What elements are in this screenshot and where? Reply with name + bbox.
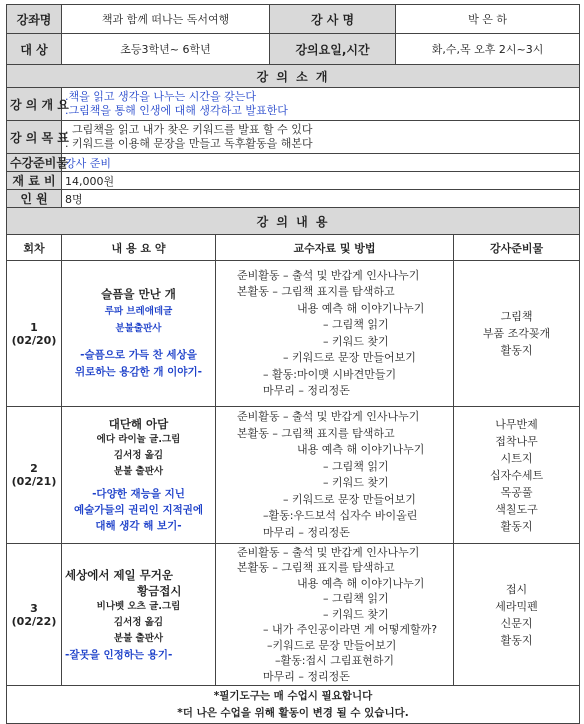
course-value: 책과 함께 떠나는 독서여행 xyxy=(62,5,270,34)
method-line: 본활동 – 그림책 표지를 탐색하고 xyxy=(237,561,395,575)
course-label: 강좌명 xyxy=(7,5,62,34)
content-section-title: 강 의 내 용 xyxy=(7,208,580,235)
material-item: 활동지 xyxy=(500,633,533,647)
overview-label: 강 의 개 요 xyxy=(7,88,62,121)
session-number-cell xyxy=(7,261,62,407)
header-materials: 강사준비물 xyxy=(454,235,580,261)
method-line: – 그림책 읽기 xyxy=(323,318,389,331)
book-translator: 김서정 옮김 xyxy=(113,450,164,461)
book-theme: -잘못을 인정하는 용기- xyxy=(65,648,173,661)
method-line: 준비활동 – 출석 및 반갑게 인사나누기 xyxy=(237,268,420,282)
footer-line: *더 나은 수업을 위해 활동이 변경 될 수 있습니다. xyxy=(177,706,409,719)
materials-cell xyxy=(454,407,580,544)
material-item: 색칠도구 xyxy=(495,502,538,516)
people-value: 8명 xyxy=(62,190,580,208)
method-line: 마무리 – 정리정돈 xyxy=(263,669,350,683)
method-line: 본활동 – 그림책 표지를 탐색하고 xyxy=(237,426,395,440)
methods-cell xyxy=(216,544,454,686)
method-line: 준비활동 – 출석 및 반갑게 인사나누기 xyxy=(237,545,420,559)
method-line: –활동:접시 그림표현하기 xyxy=(275,654,394,668)
session-date: (02/21) xyxy=(11,475,57,488)
syllabus-table xyxy=(6,4,580,724)
session-number-cell xyxy=(7,544,62,686)
teacher-label: 강 사 명 xyxy=(270,5,396,34)
material-item: 나무반제 xyxy=(495,417,538,431)
overview-text xyxy=(62,88,580,121)
book-title: 슬픔을 만난 개 xyxy=(101,287,176,301)
method-line: –키워드로 문장 만들어보기 xyxy=(267,638,397,652)
method-line: 내용 예측 해 이야기나누기 xyxy=(297,576,425,590)
book-theme: 위로하는 용감한 개 이야기- xyxy=(75,366,202,378)
material-item: 시트지 xyxy=(500,451,533,465)
session-row xyxy=(7,544,580,686)
session-date: (02/20) xyxy=(11,333,57,347)
material-item: 활동지 xyxy=(500,519,533,533)
goal-line: . 그림책을 읽고 내가 찾은 키워드를 발표 할 수 있다 xyxy=(65,123,313,136)
material-item: 신문지 xyxy=(500,616,533,630)
session-row xyxy=(7,261,580,407)
method-line: 본활동 – 그림책 표지를 탐색하고 xyxy=(237,285,395,298)
method-line: – 키워드로 문장 만들어보기 xyxy=(283,492,416,506)
time-value: 화,수,목 오후 2시~3시 xyxy=(396,34,580,65)
material-item: 십자수세트 xyxy=(489,468,544,482)
material-item: 그림책 xyxy=(500,310,533,323)
method-line: 마무리 – 정리정돈 xyxy=(263,525,350,539)
method-line: 준비활동 – 출석 및 반갑게 인사나누기 xyxy=(237,410,420,423)
method-line: – 활동:마이맷 시바견만들기 xyxy=(263,367,397,381)
method-line: – 내가 주인공이라면 게 어떻게할까? xyxy=(263,623,438,637)
summary-cell xyxy=(62,544,216,686)
book-theme: 예술가들의 권리인 지적권에 xyxy=(73,504,204,516)
book-title: 황금접시 xyxy=(137,583,182,598)
prep-value: 강사 준비 xyxy=(62,154,580,172)
time-label: 강의요일,시간 xyxy=(270,34,396,65)
book-author: 루파 브레애데글 xyxy=(104,306,173,317)
materials-cell xyxy=(454,544,580,686)
book-title: 대단해 아담 xyxy=(108,417,169,431)
session-number: 1 xyxy=(30,320,38,334)
book-author: 비나벳 오츠 글.그림 xyxy=(96,600,181,612)
material-item: 접착나무 xyxy=(495,434,538,448)
book-publisher: 분불출판사 xyxy=(115,323,162,334)
session-row xyxy=(7,407,580,544)
session-number: 3 xyxy=(30,601,38,615)
target-label: 대 상 xyxy=(7,34,62,65)
session-date: (02/22) xyxy=(11,614,57,628)
goal-line: . 키워드를 이용해 문장을 만들고 독후활동을 해본다 xyxy=(65,137,313,150)
material-item: 부품 조각꽂개 xyxy=(482,327,551,340)
method-line: – 그림책 읽기 xyxy=(323,459,389,473)
target-value: 초등3학년~ 6학년 xyxy=(62,34,270,65)
session-number: 2 xyxy=(30,462,38,475)
methods-cell xyxy=(216,261,454,407)
session-number-cell xyxy=(7,407,62,544)
book-publisher: 분불 출판사 xyxy=(113,632,164,644)
method-line: 내용 예측 해 이야기나누기 xyxy=(297,301,425,315)
book-title: 세상에서 제일 무거운 xyxy=(65,567,173,582)
people-label: 인 원 xyxy=(7,190,62,208)
method-line: 내용 예측 해 이야기나누기 xyxy=(297,443,425,456)
summary-cell xyxy=(62,407,216,544)
fee-label: 재 료 비 xyxy=(7,172,62,190)
methods-cell xyxy=(216,407,454,544)
fee-value: 14,000원 xyxy=(62,172,580,190)
material-item: 세라믹펜 xyxy=(495,599,538,613)
prep-label: 수강준비물 xyxy=(7,154,62,172)
method-line: – 키워드 찾기 xyxy=(323,334,389,348)
overview-line: .그림책을 통해 인생에 대해 생각하고 발표한다 xyxy=(65,104,288,117)
footer-notes xyxy=(7,686,580,724)
book-publisher: 분불 출판사 xyxy=(113,466,164,477)
book-theme: -다양한 재능을 지닌 xyxy=(92,488,185,500)
header-methods: 교수자료 및 방법 xyxy=(216,235,454,261)
method-line: – 키워드로 문장 만들어보기 xyxy=(283,351,416,364)
summary-cell xyxy=(62,261,216,407)
footer-line: *필기도구는 매 수업시 필요합니다 xyxy=(213,689,373,702)
method-line: –활동:우드보석 십자수 바이올린 xyxy=(263,509,418,522)
teacher-value: 박 은 하 xyxy=(396,5,580,34)
overview-line: .책을 읽고 생각을 나누는 시간을 갖는다 xyxy=(65,90,256,103)
goal-label: 강 의 목 표 xyxy=(7,121,62,154)
book-translator: 김서정 옮김 xyxy=(113,616,164,628)
book-theme: -슬픔으로 가득 찬 세상을 xyxy=(80,349,197,361)
goal-text xyxy=(62,121,580,154)
material-item: 접시 xyxy=(505,582,528,596)
header-session: 회차 xyxy=(7,235,62,261)
material-item: 활동지 xyxy=(500,344,533,357)
method-line: 마무리 – 정리정돈 xyxy=(263,384,350,397)
material-item: 목공풀 xyxy=(500,485,533,499)
intro-section-title: 강 의 소 개 xyxy=(7,65,580,88)
book-author: 에다 라이놀 글.그림 xyxy=(96,434,181,445)
method-line: – 키워드 찾기 xyxy=(323,476,389,489)
header-summary: 내 용 요 약 xyxy=(62,235,216,261)
book-theme: 대해 생각 해 보기- xyxy=(95,520,182,532)
materials-cell xyxy=(454,261,580,407)
method-line: – 키워드 찾기 xyxy=(323,607,389,621)
method-line: – 그림책 읽기 xyxy=(323,592,389,606)
